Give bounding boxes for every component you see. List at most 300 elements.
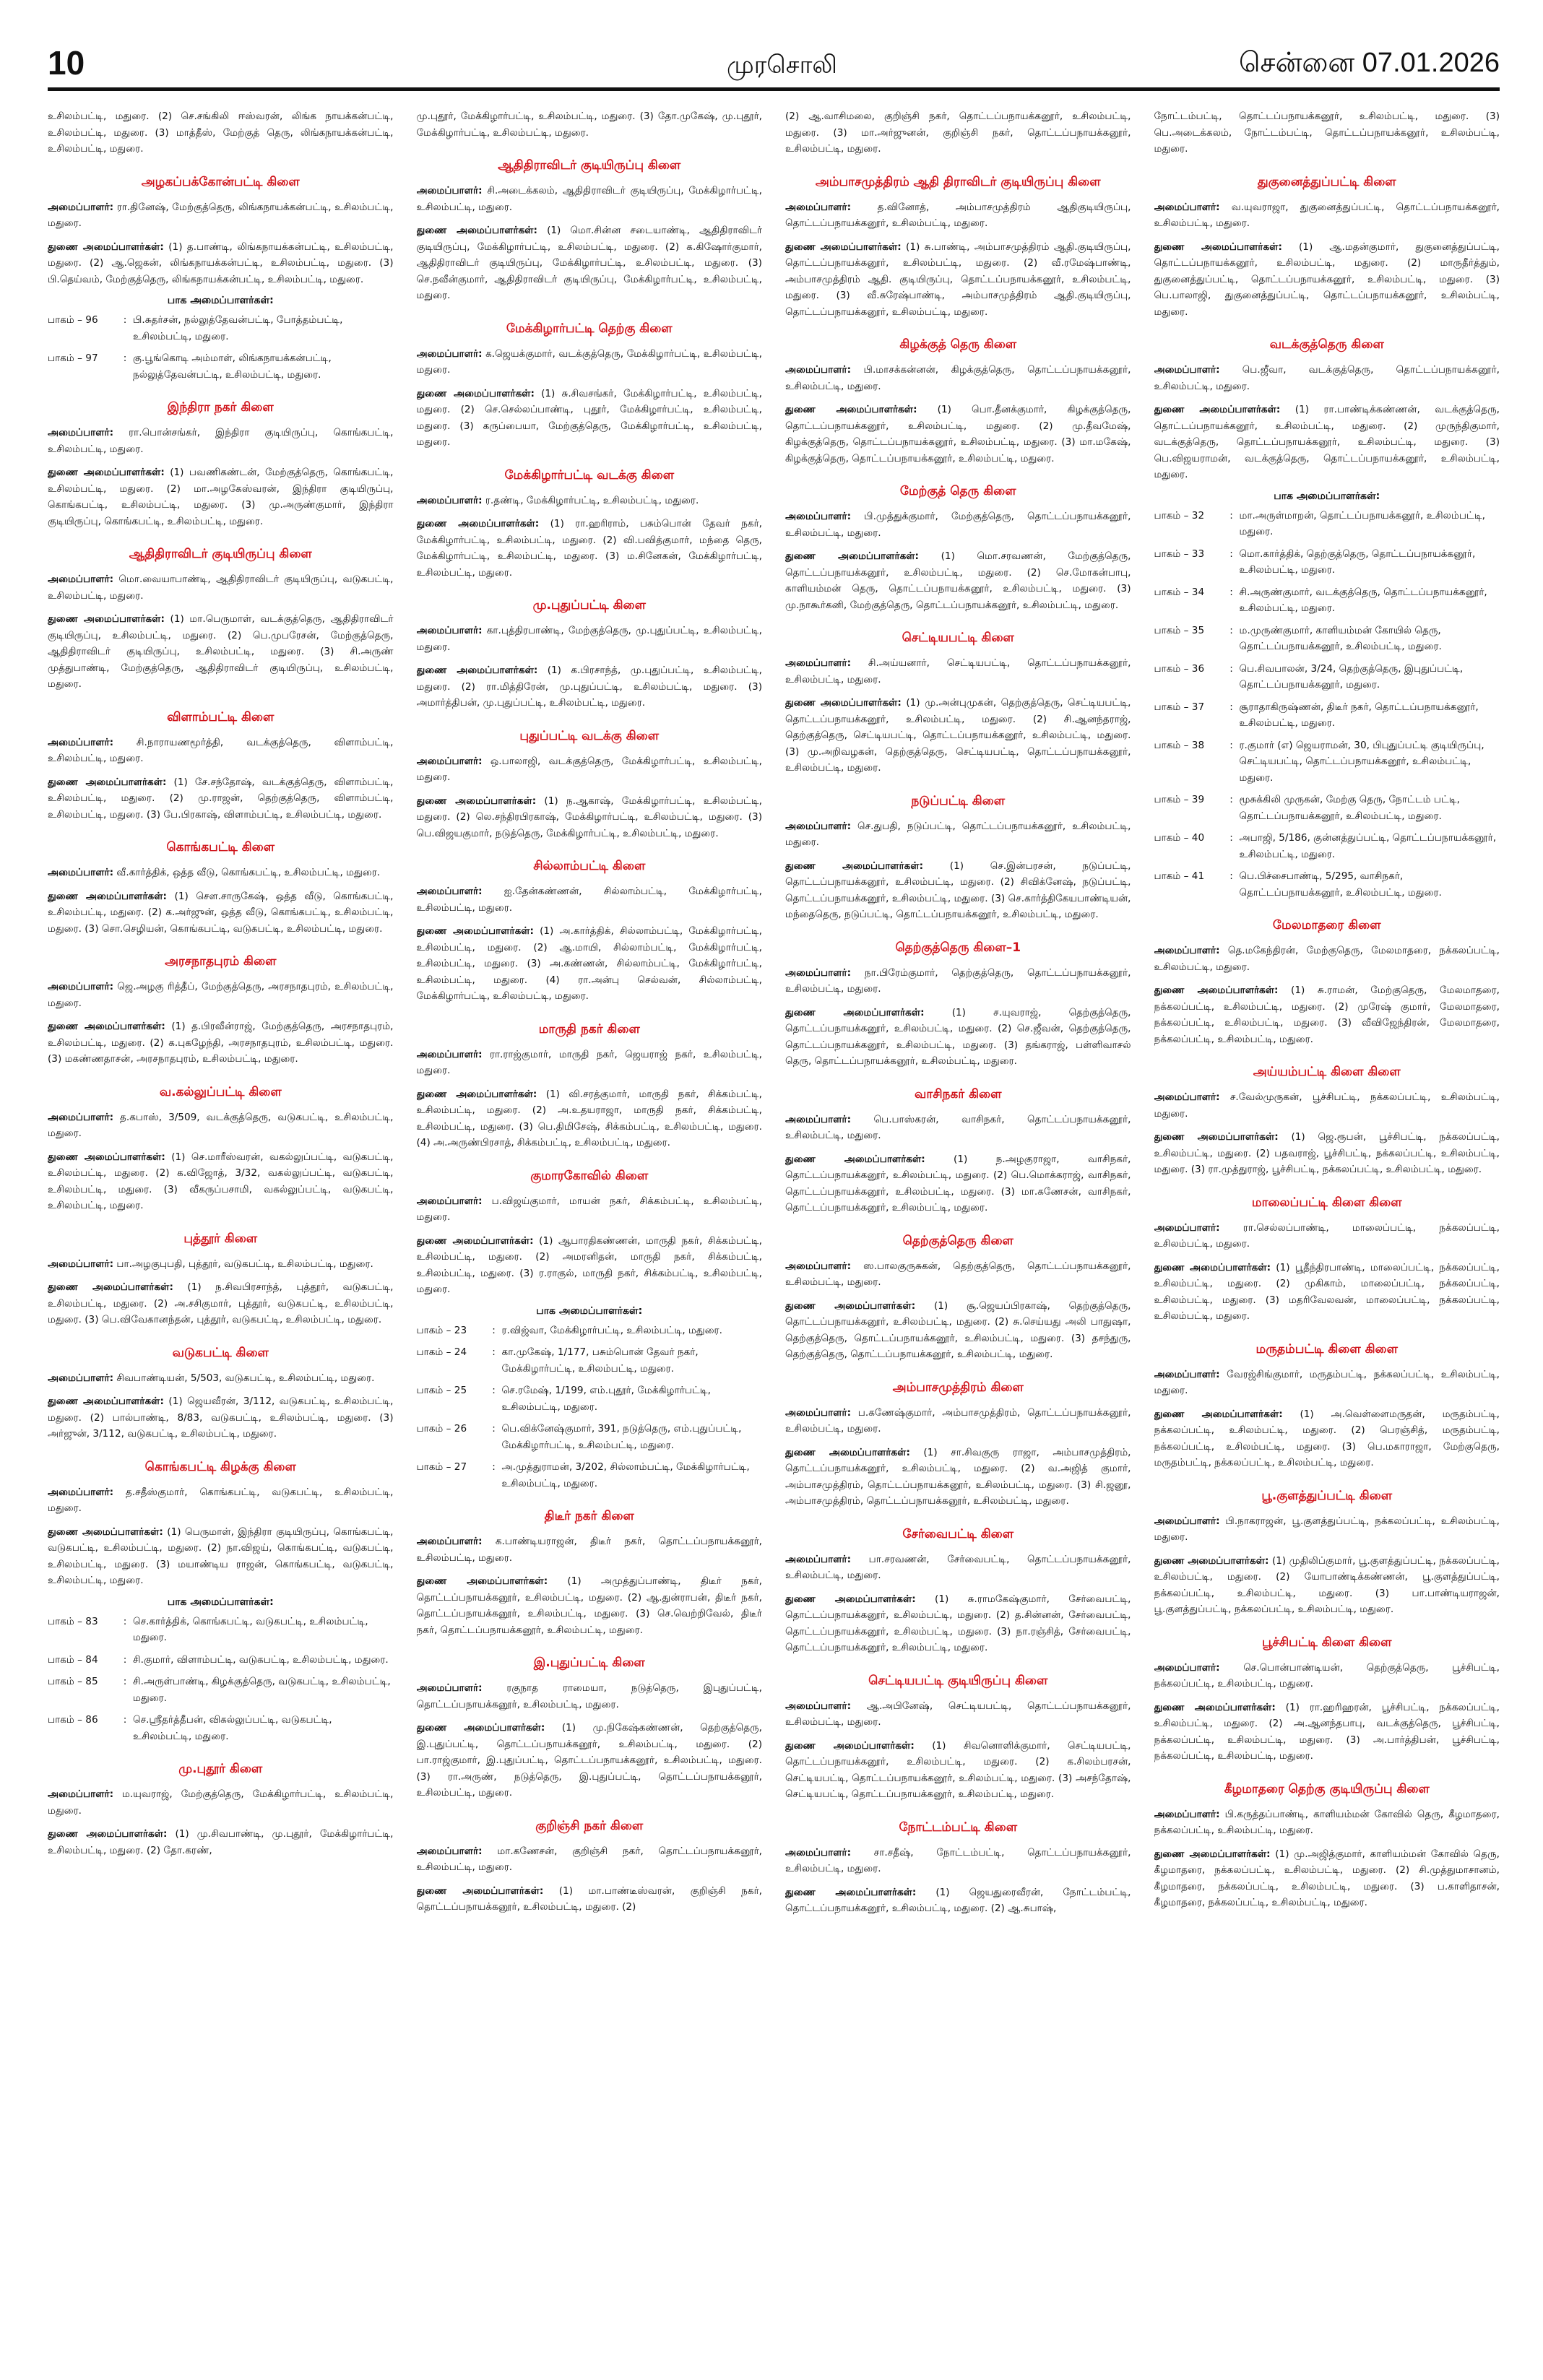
organiser-paragraph: [785, 965, 1131, 998]
organiser-paragraph: [48, 425, 394, 457]
organiser-paragraph: [48, 1826, 394, 1858]
booth-organiser-details: சி.அருண்குமார், வடக்குத்தெரு, தொட்டப்பநாயக்கனூர், உசிலம்பட்டி, மதுரை.: [1239, 586, 1487, 614]
role-label: துணை அமைப்பாளர்கள்:: [1154, 241, 1282, 253]
booth-number: பாகம் – 24: [416, 1346, 467, 1358]
branch-heading: மு.புதூர் கிளை: [178, 1762, 263, 1776]
organiser-details: (1) சு.ராமகேஷ்குமார், சேர்வைபட்டி, தொட்டப்பநாயக்கனூர், உசிலம்பட்டி, மதுரை. (2) த.சின்னன், சேர்வைபட்டி, தொட்டப்பநாயக்கனூர், உசிலம்பட்டி, மதுரை. (3) நா.ரஞ்சித், சேர்வைபட்டி, தொட்டப்பநாயக்கனூர், உசிலம்பட்டி, மதுரை.: [785, 1593, 1131, 1653]
organiser-paragraph: [785, 548, 1131, 613]
role-label: அமைப்பாளர்:: [48, 1788, 114, 1800]
role-label: துணை அமைப்பாளர்கள்:: [1154, 1554, 1269, 1567]
organiser-paragraph: [1154, 108, 1500, 157]
colon-separator: :: [1229, 548, 1233, 560]
booth-number: பாகம் – 84: [48, 1653, 98, 1666]
role-label: துணை அமைப்பாளர்கள்:: [416, 665, 538, 676]
booth-entry: [417, 1382, 763, 1415]
organiser-paragraph: [1154, 402, 1500, 483]
organiser-details: (1) அமுத்துப்பாண்டி, திடீர் நகர், தொட்டப்பநாயக்கனூர், உசிலம்பட்டி, மதுரை. (2) ஆ.துன்ராபன், திடீர் நகர், தொட்டப்பநாயக்கனூர், உசிலம்பட்டி, மதுரை. (3) செ.வெற்றிவேல், திடீர் நகர், தொட்டப்பநாயக்கனூர், உசிலம்பட்டி, மதுரை.: [416, 1575, 762, 1636]
organiser-details: த.வினோத், அம்பாசமுத்திரம் ஆதிகுடியிருப்பு, தொட்டப்பநாயக்கனூர், உசிலம்பட்டி, மதுரை.: [785, 201, 1131, 229]
role-label: அமைப்பாளர்:: [48, 1486, 114, 1498]
organiser-paragraph: [1154, 239, 1500, 321]
organiser-details: செ.துபதி, நடுப்பட்டி, தொட்டப்பநாயக்கனூர், உசிலம்பட்டி, மதுரை.: [785, 820, 1131, 848]
booth-number: பாகம் – 23: [416, 1324, 467, 1336]
organiser-details: (1) சிவனொளிக்குமார், செட்டியபட்டி, தொட்டப்பநாயக்கனூர், உசிலம்பட்டி, மதுரை. (2) க.சிலம்பரசன், செட்டியபட்டி, தொட்டப்பநாயக்கனூர், உசிலம்பட்டி, மதுரை. (3) அசந்தோஷ், செட்டியபட்டி, தொட்டப்பநாயக்கனூர், உசிலம்பட்டி, மதுரை.: [785, 1739, 1131, 1800]
organiser-paragraph: [48, 888, 394, 938]
booth-number: பாகம் – 26: [416, 1423, 467, 1435]
booth-organiser-details: சி.அருள்பாண்டி, கிழக்குத்தெரு, வடுகபட்டி, உசிலம்பட்டி, மதுரை.: [133, 1676, 391, 1704]
organiser-details: ரா.செல்லப்பாண்டி, மாலைப்பட்டி, நக்கலப்பட்டி, உசிலம்பட்டி, மதுரை.: [1154, 1221, 1500, 1250]
organiser-details: ரா.ராஜ்குமார், மாருதி நகர், ஜெயராஜ் நகர், உசிலம்பட்டி, மதுரை.: [416, 1048, 762, 1076]
organiser-paragraph: [785, 1112, 1131, 1144]
organiser-details: (1) ந.ஆகாஷ், மேக்கிழார்பட்டி, உசிலம்பட்டி, மதுரை. (2) லெ.சந்திரபிரகாஷ், மேக்கிழார்பட்டி, உசிலம்பட்டி, மதுரை. (3) பெ.விஜயகுமார், நடுத்தெரு, மேக்கிழார்பட்டி, உசிலம்பட்டி, மதுரை.: [416, 795, 762, 839]
organiser-details: கா.புத்திரபாண்டி, மேற்குத்தெரு, மு.புதுப்பட்டி, உசிலம்பட்டி, மதுரை.: [416, 625, 762, 653]
role-label: துணை அமைப்பாளர்கள்:: [785, 241, 902, 253]
organiser-details: (1) செள.சாருகேஷ், ஒத்த வீடு, கொங்கபட்டி, உசிலம்பட்டி, மதுரை. (2) க.அர்ஜுன், ஒத்த வீடு, கொங்கபட்டி, உசிலம்பட்டி, மதுரை. (3) சொ.செழியன், கொங்கபட்டி, வடுகபட்டி, உசிலம்பட்டி, மதுரை.: [48, 890, 394, 935]
role-label: துணை அமைப்பாளர்கள்:: [48, 776, 167, 788]
organiser-details: ப.கணேஷ்குமார், அம்பாசமுத்திரம், தொட்டப்பநாயக்கனூர், உசிலம்பட்டி, மதுரை.: [785, 1406, 1131, 1435]
booth-number: பாகம் – 97: [48, 352, 98, 364]
booth-organiser-details: ர.விஜ்வா, மேக்கிழார்பட்டி, உசிலம்பட்டி, மதுரை.: [501, 1324, 722, 1336]
organiser-details: (1) மா.பெருமாள், வடக்குத்தெரு, ஆதிதிராவிடர் குடியிருப்பு, உசிலம்பட்டி, மதுரை. (2) பெ.முபரேசன், மேற்குத்தெரு, ஆதிதிராவிடர் குடியிருப்பு, உசிலம்பட்டி, மதுரை. (3) சி.அருண் முத்துபாண்டி, மேற்குத்தெரு, ஆதிதிராவிடர் குடியிருப்பு, உசிலம்பட்டி, மதுரை.: [48, 613, 394, 690]
booth-organiser-details: பெ.பிச்சைபாண்டி, 5/295, வாசிநகர், தொட்டப்பநாயக்கனூர், உசிலம்பட்டி, மதுரை.: [1239, 870, 1442, 899]
booth-organisers-heading: பாக அமைப்பாளர்கள்:: [167, 1596, 274, 1608]
booth-entry: [48, 312, 394, 345]
booth-entry: [1154, 792, 1500, 824]
branch-heading: மேலமாதரை கிளை: [1272, 918, 1381, 932]
organiser-paragraph: [417, 923, 763, 1005]
role-label: அமைப்பாளர்:: [1154, 1808, 1220, 1820]
organiser-details: மு.புதூர், மேக்கிழார்பட்டி, உசிலம்பட்டி, மதுரை. (3) தோ.முகேஷ், மு.புதூர், மேக்கிழார்பட்டி, உசிலம்பட்டி, மதுரை.: [416, 111, 762, 139]
organiser-paragraph: [1154, 1553, 1500, 1618]
organiser-paragraph: [1154, 982, 1500, 1047]
organiser-details: (1) முதிலிப்குமார், பூ.குளத்துப்பட்டி, நக்கலப்பட்டி, உசிலம்பட்டி, மதுரை. (2) யோபாண்டிக்கண்ணன், பூ.குளத்துப்பட்டி, நக்கலப்பட்டி, உசிலம்பட்டி, மதுரை. (3) பா.பாண்டியராஜன், பூ.குளத்துப்பட்டி, நக்கலப்பட்டி, உசிலம்பட்டி, மதுரை.: [1154, 1554, 1500, 1615]
organiser-paragraph: [785, 1005, 1131, 1070]
organiser-paragraph: [417, 793, 763, 842]
branch-heading: துகுனைத்துப்பட்டி கிளை: [1257, 174, 1396, 189]
colon-separator: :: [1229, 794, 1233, 805]
organiser-details: வேரஜ்சிங்குமார், மருதம்பட்டி, நக்கலப்பட்டி, உசிலம்பட்டி, மதுரை.: [1154, 1368, 1500, 1396]
booth-organiser-details: பி.சுதர்சன், நல்லுத்தேவன்பட்டி, போத்தம்பட்டி, உசிலம்பட்டி, மதுரை.: [133, 314, 343, 342]
branch-heading: மு.புதுப்பட்டி கிளை: [532, 598, 646, 613]
organiser-paragraph: [48, 774, 394, 823]
booth-entry: [1154, 546, 1500, 579]
booth-organiser-details: மொ.கார்த்திக், தெற்குத்தெரு, தொட்டப்பநாயக்கனூர், உசிலம்பட்டி, மதுரை.: [1239, 548, 1476, 576]
organiser-details: (1) பெருமாள், இந்திரா குடியிருப்பு, கொங்கபட்டி, வடுகபட்டி, உசிலம்பட்டி, மதுரை. (2) நா.விஜய், கொங்கபட்டி, வடுகபட்டி, உசிலம்பட்டி, மதுரை. (3) மயாண்டிய ராஜன், கொங்கபட்டி, வடுகபட்டி, உசிலம்பட்டி, மதுரை.: [48, 1526, 394, 1586]
branch-heading: இ.புதுப்பட்டி கிளை: [533, 1656, 645, 1670]
role-label: துணை அமைப்பாளர்கள்:: [785, 1006, 925, 1018]
branch-heading: மேக்கிழார்பட்டி தெற்கு கிளை: [506, 321, 673, 336]
role-label: துணை அமைப்பாளர்கள்:: [785, 550, 919, 562]
branch-heading: புதுப்பட்டி வடக்கு கிளை: [519, 728, 660, 743]
organiser-details: ர.தண்டி, மேக்கிழார்பட்டி, உசிலம்பட்டி, மதுரை.: [482, 494, 699, 506]
branch-heading: தெற்குத்தெரு கிளை: [902, 1233, 1013, 1248]
booth-entry: [417, 1421, 763, 1453]
booth-entry: [1154, 830, 1500, 862]
booth-organiser-details: பெ.விக்னேஷ்குமார், 391, நடுத்தெரு, எம்.புதுப்பட்டி, மேக்கிழார்பட்டி, உசிலம்பட்டி, மதுரை.: [501, 1423, 742, 1451]
organiser-paragraph: [785, 1884, 1131, 1917]
role-label: அமைப்பாளர்:: [416, 494, 483, 506]
role-label: துணை அமைப்பாளர்கள்:: [1154, 1131, 1279, 1143]
booth-number: பாகம் – 38: [1154, 739, 1205, 751]
organiser-paragraph: [785, 858, 1131, 923]
role-label: துணை அமைப்பாளர்கள்:: [416, 518, 540, 529]
booth-number: பாகம் – 35: [1154, 624, 1205, 636]
role-label: துணை அமைப்பாளர்கள்:: [785, 1739, 915, 1752]
organiser-details: (1) மு.சிவபாண்டி, மு.புதூர், மேக்கிழார்பட்டி, உசிலம்பட்டி, மதுரை. (2) தோ.கரண்,: [48, 1828, 394, 1856]
booth-organiser-details: பெ.சிவபாலன், 3/24, தெற்குத்தெரு, இபுதுப்பட்டி, தொட்டப்பநாயக்கனூர், மதுரை.: [1239, 662, 1464, 691]
role-label: துணை அமைப்பாளர்கள்:: [1154, 1408, 1283, 1420]
organiser-paragraph: [417, 183, 763, 215]
role-label: அமைப்பாளர்:: [48, 201, 114, 213]
organiser-details: (1) மு.அஜித்குமார், காளியம்மன் கோவில் தெரு, கீழமாதரை, நக்கலப்பட்டி, உசிலம்பட்டி, மதுரை. (2) சி.முத்துமாசானம், கீழமாதரை, நக்கலப்பட்டி, உசிலம்பட்டி, மதுரை. (3) ப.காளிதாசன், கீழமாதரை, நக்கலப்பட்டி, உசிலம்பட்டி, மதுரை.: [1154, 1848, 1500, 1908]
organiser-paragraph: [417, 883, 763, 916]
branch-heading: வடுகபட்டி கிளை: [172, 1345, 269, 1360]
branch-heading: அய்யம்பட்டி கிளை கிளை: [1253, 1065, 1401, 1079]
colon-separator: :: [1229, 509, 1233, 522]
organiser-paragraph: [48, 1393, 394, 1442]
organiser-paragraph: [48, 571, 394, 604]
organiser-details: உசிலம்பட்டி, மதுரை. (2) செ.சங்கிலி ஈஸ்வரன், லிங்க நாயக்கன்பட்டி, உசிலம்பட்டி, மதுரை. (3) மாத்தீஸ், மேற்குத் தெரு, லிங்கநாயக்கன்பட்டி, உசிலம்பட்டி, மதுரை.: [48, 111, 394, 155]
dateline: சென்னை 07.01.2026: [1238, 48, 1500, 78]
organiser-details: (1) மு.நிகேஷ்கண்ணன், தெற்குத்தெரு, இ.புதுப்பட்டி, தொட்டப்பநாயக்கனூர், உசிலம்பட்டி, மதுரை. (2) பா.ராஜ்குமார், இ.புதுப்பட்டி, தொட்டப்பநாயக்கனூர், உசிலம்பட்டி, மதுரை. (3) ரா.அருண், நடுத்தெரு, இ.புதுப்பட்டி, தொட்டப்பநாயக்கனூர், உசிலம்பட்டி, மதுரை.: [416, 1722, 762, 1799]
organiser-details: சி.அய்யனார், செட்டியபட்டி, தொட்டப்பநாயக்கனூர், உசிலம்பட்டி, மதுரை.: [785, 657, 1131, 685]
booth-organiser-details: அபாஜி, 5/186, குன்னத்துப்பட்டி, தொட்டப்பநாயக்கனூர், உசிலம்பட்டி, மதுரை.: [1239, 832, 1497, 860]
booth-entry: [417, 1323, 763, 1339]
role-label: துணை அமைப்பாளர்கள்:: [785, 404, 917, 415]
booth-entry: [1154, 868, 1500, 901]
booth-number: பாகம் – 96: [48, 314, 98, 326]
page-number: 10: [48, 44, 85, 82]
role-label: அமைப்பாளர்:: [785, 966, 852, 979]
role-label: துணை அமைப்பாளர்கள்:: [416, 1575, 548, 1587]
organiser-paragraph: [417, 1680, 763, 1713]
role-label: துணை அமைப்பாளர்கள்:: [1154, 1261, 1271, 1273]
article-columns: [48, 108, 1500, 2362]
role-label: துணை அமைப்பாளர்கள்:: [785, 1446, 910, 1458]
booth-number: பாகம் – 40: [1154, 832, 1205, 844]
organiser-details: ஐ.தேன்கண்ணன், சில்லாம்பட்டி, மேக்கிழார்பட்டி, உசிலம்பட்டி, மதுரை.: [416, 886, 762, 914]
role-label: அமைப்பாளர்:: [416, 755, 483, 767]
booth-number: பாகம் – 25: [416, 1385, 467, 1396]
role-label: அமைப்பாளர்:: [785, 1553, 852, 1565]
organiser-details: நா.பிரேம்குமார், தெற்குத்தெரு, தொட்டப்பநாயக்கனூர், உசிலம்பட்டி, மதுரை.: [785, 966, 1131, 995]
organiser-paragraph: [1154, 1846, 1500, 1911]
role-label: அமைப்பாளர்:: [48, 427, 114, 438]
organiser-details: சி.அடைக்கலம், ஆதிதிராவிடர் குடியிருப்பு, மேக்கிழார்பட்டி, உசிலம்பட்டி, மதுரை.: [416, 185, 762, 213]
organiser-details: (1) சு.சிவசங்கர், மேக்கிழார்பட்டி, உசிலம்பட்டி, மதுரை. (2) செ.செல்லப்பாண்டி, புதூர், மேக்கிழார்பட்டி, உசிலம்பட்டி, மதுரை. (3) கருப்பையா, மேற்குத்தெரு, மேக்கிழார்பட்டி, உசிலம்பட்டி, மதுரை.: [416, 387, 762, 448]
role-label: அமைப்பாளர்:: [785, 657, 852, 669]
branch-heading: இந்திரா நகர் கிளை: [167, 400, 274, 415]
role-label: அமைப்பாளர்:: [1154, 201, 1220, 213]
role-label: துணை அமைப்பாளர்கள்:: [48, 890, 167, 902]
organiser-paragraph: [1154, 362, 1500, 394]
organiser-paragraph: [1154, 1513, 1500, 1546]
organiser-details: ஜெ.அழகு ரித்தீப், மேற்குத்தெரு, அரசநாதபுரம், உசிலம்பட்டி, மதுரை.: [48, 981, 394, 1009]
role-label: அமைப்பாளர்:: [1154, 1368, 1220, 1380]
role-label: துணை அமைப்பாளர்கள்:: [48, 1281, 173, 1293]
organiser-details: (1) மொ.சின்ன சடையாண்டி, ஆதிதிராவிடர் குடியிருப்பு, மேக்கிழார்பட்டி, உசிலம்பட்டி, மதுரை. (2) க.கிஷோர்குமார், ஆதிதிராவிடர் குடியிருப்பு, மேக்கிழார்பட்டி, உசிலம்பட்டி, மதுரை. (3) செ.நவீன்குமார், ஆதிதிராவிடர் குடியிருப்பு, மேக்கிழார்பட்டி, உசிலம்பட்டி, மதுரை.: [416, 225, 762, 301]
colon-separator: :: [492, 1324, 496, 1336]
organiser-paragraph: [785, 1591, 1131, 1656]
booth-organiser-details: சி.குமார், விளாம்பட்டி, வடுகபட்டி, உசிலம்பட்டி, மதுரை.: [133, 1653, 389, 1666]
organiser-paragraph: [417, 1573, 763, 1638]
role-label: அமைப்பாளர்:: [416, 347, 483, 360]
organiser-details: ரா.தினேஷ், மேற்குத்தெரு, லிங்கநாயக்கன்பட்டி, உசிலம்பட்டி, மதுரை.: [48, 201, 394, 229]
organiser-details: (1) வி.சரத்குமார், மாருதி நகர், சிக்கம்பட்டி, உசிலம்பட்டி, மதுரை. (2) அ.உதயராஜா, மாருதி நகர், சிக்கம்பட்டி, உசிலம்பட்டி, மதுரை. (3) பெ.திமிசேஷ், சிக்கம்பட்டி, உசிலம்பட்டி, மதுரை. (4) அ.அருண்பிரசாத், சிக்கம்பட்டி, உசிலம்பட்டி, மதுரை.: [416, 1088, 762, 1148]
role-label: அமைப்பாளர்:: [1154, 1661, 1220, 1674]
branch-heading: மாருதி நகர் கிளை: [538, 1021, 640, 1037]
organiser-details: (1) ரா.ஹரிஹரன், பூச்சிபட்டி, நக்கலப்பட்டி, உசிலம்பட்டி, மதுரை. (2) அ.ஆனந்தபாபு, வடக்குத்தெரு, பூச்சிபட்டி, நக்கலப்பட்டி, உசிலம்பட்டி, மதுரை. (3) அ.பார்த்திபன், பூச்சிபட்டி, நக்கலப்பட்டி, உசிலம்பட்டி, மதுரை.: [1154, 1701, 1500, 1762]
column-2: [417, 108, 763, 2362]
booth-entry: [417, 1459, 763, 1492]
organiser-details: பெ.ஜீவா, வடக்குத்தெரு, தொட்டப்பநாயக்கனூர், உசிலம்பட்டி, மதுரை.: [1154, 364, 1500, 392]
branch-heading: செட்டியபட்டி குடியிருப்பு கிளை: [868, 1673, 1048, 1688]
organiser-details: பா.சரவணன், சேர்வைபட்டி, தொட்டப்பநாயக்கனூர், உசிலம்பட்டி, மதுரை.: [785, 1553, 1131, 1581]
organiser-paragraph: [417, 623, 763, 655]
booth-organiser-details: கா.முகேஷ், 1/177, பசும்பொன் தேவர் நகர், மேக்கிழார்பட்டி, உசிலம்பட்டி, மதுரை.: [501, 1346, 699, 1375]
organiser-paragraph: [417, 516, 763, 581]
column-3: [785, 108, 1131, 2362]
organiser-details: (1) மொ.சரவணன், மேற்குத்தெரு, தொட்டப்பநாயக்கனூர், உசிலம்பட்டி, மதுரை. (2) செ.மோகன்பாபு, காளியம்மன் தெரு, தொட்டப்பநாயக்கனூர், உசிலம்பட்டி, மதுரை. (3) மு.நாகூர்கனி, மேற்குத்தெரு, தொட்டப்பநாயக்கனூர், உசிலம்பட்டி, மதுரை.: [785, 550, 1131, 611]
organiser-paragraph: [785, 1298, 1131, 1363]
colon-separator: :: [123, 352, 127, 364]
organiser-paragraph: [785, 108, 1131, 157]
organiser-paragraph: [785, 239, 1131, 321]
branch-heading: அழகப்பக்கோன்பட்டி கிளை: [141, 174, 300, 189]
organiser-paragraph: [417, 1047, 763, 1079]
colon-separator: :: [1229, 624, 1233, 636]
role-label: அமைப்பாளர்:: [48, 981, 114, 992]
organiser-paragraph: [785, 1552, 1131, 1584]
organiser-paragraph: [417, 386, 763, 451]
role-label: அமைப்பாளர்:: [48, 1258, 114, 1270]
organiser-details: பி.முத்துக்குமார், மேற்குத்தெரு, தொட்டப்பநாயக்கனூர், உசிலம்பட்டி, மதுரை.: [785, 511, 1131, 539]
booth-organiser-details: செ.ரமேஷ், 1/199, எம்.புதூர், மேக்கிழார்பட்டி, உசிலம்பட்டி, மதுரை.: [501, 1385, 711, 1413]
organiser-details: வீ.கார்த்திக், ஒத்த வீடு, கொங்கபட்டி, உசிலம்பட்டி, மதுரை.: [113, 867, 381, 878]
organiser-details: (1) சா.சிவகுரு ராஜா, அம்பாசமுத்திரம், தொட்டப்பநாயக்கனூர், உசிலம்பட்டி, மதுரை. (2) வ.அஜித் குமார், அம்பாசமுத்திரம், தொட்டப்பநாயக்கனூர், உசிலம்பட்டி, மதுரை. (3) சி.ஜனூ, அம்பாசமுத்திரம், தொட்டப்பநாயக்கனூர், உசிலம்பட்டி, மதுரை.: [785, 1446, 1131, 1507]
organiser-details: (1) க.பிரசாந்த், மு.புதுப்பட்டி, உசிலம்பட்டி, மதுரை. (2) ரா.மித்திரேன், மு.புதுப்பட்டி, உசிலம்பட்டி, மதுரை. (3) அமார்த்திபன், மு.புதுப்பட்டி, உசிலம்பட்டி, மதுரை.: [416, 665, 762, 709]
colon-separator: :: [492, 1346, 496, 1358]
branch-heading: ஆதிதிராவிடர் குடியிருப்பு கிளை: [129, 547, 312, 561]
colon-separator: :: [123, 1615, 127, 1627]
organiser-details: த.கபாஸ், 3/509, வடக்குத்தெரு, வடுகபட்டி, உசிலம்பட்டி, மதுரை.: [48, 1111, 394, 1139]
role-label: துணை அமைப்பாளர்கள்:: [416, 795, 537, 807]
branch-heading: நோட்டம்பட்டி கிளை: [899, 1819, 1018, 1835]
organiser-paragraph: [417, 222, 763, 304]
role-label: அமைப்பாளர்:: [416, 1195, 483, 1207]
booth-entry: [48, 1674, 394, 1706]
booth-number: பாகம் – 33: [1154, 548, 1205, 560]
organiser-paragraph: [785, 695, 1131, 776]
organiser-details: (1) ரா.ஹரிராம், பசும்பொன் தேவர் நகர், மேக்கிழார்பட்டி, உசிலம்பட்டி, மதுரை. (2) வி.பவித்குமார், மந்தை தெரு, மேக்கிழார்பட்டி, உசிலம்பட்டி, மதுரை. (3) ம.சினேகன், மேக்கிழார்பட்டி, உசிலம்பட்டி, மதுரை.: [416, 518, 762, 579]
organiser-details: (1) சே.சந்தோஷ், வடக்குத்தெரு, விளாம்பட்டி, உசிலம்பட்டி, மதுரை. (2) மு.ராஜன், தெற்குத்தெரு, விளாம்பட்டி, உசிலம்பட்டி, மதுரை. (3) பே.பிரகாஷ், விளாம்பட்டி, உசிலம்பட்டி, மதுரை.: [48, 776, 394, 821]
booth-entry: [1154, 699, 1500, 732]
role-label: அமைப்பாளர்:: [416, 1682, 483, 1694]
organiser-paragraph: [417, 1720, 763, 1801]
organiser-details: பெ.பாஸ்கரன், வாசிநகர், தொட்டப்பநாயக்கனூர், உசிலம்பட்டி, மதுரை.: [785, 1113, 1131, 1141]
organiser-details: (1) மா.பாண்டீஸ்வரன், குறிஞ்சி நகர், தொட்டப்பநாயக்கனூர், உசிலம்பட்டி, மதுரை. (2): [416, 1884, 762, 1913]
role-label: துணை அமைப்பாளர்கள்:: [785, 860, 924, 872]
organiser-details: பி.நாகராஜன், பூ.குளத்துப்பட்டி, நக்கலப்பட்டி, உசிலம்பட்டி, மதுரை.: [1154, 1515, 1500, 1543]
organiser-paragraph: [785, 199, 1131, 232]
branch-heading: கிழக்குத் தெரு கிளை: [899, 337, 1017, 352]
organiser-details: (1) மு.அன்புமுகன், தெற்குத்தெரு, செட்டியபட்டி, தொட்டப்பநாயக்கனூர், உசிலம்பட்டி, மதுரை. (2) சி.ஆனந்தராஜ், தெற்குத்தெரு, செட்டியபட்டி, தொட்டப்பநாயக்கனூர், உசிலம்பட்டி, மதுரை. (3) மு.அறிவழகன், தெற்குத்தெரு, செட்டியபட்டி, தொட்டப்பநாயக்கனூர், உசிலம்பட்டி, மதுரை.: [785, 697, 1131, 774]
organiser-details: (1) த.பாண்டி, லிங்கநாயக்கன்பட்டி, உசிலம்பட்டி, மதுரை. (2) ஆ.ஜெகன், லிங்கநாயக்கன்பட்டி, உசிலம்பட்டி, மதுரை. (3) பி.தெய்வம், மேற்குத்தெரு, லிங்கநாயக்கன்பட்டி, உசிலம்பட்டி, மதுரை.: [48, 241, 394, 285]
colon-separator: :: [492, 1423, 496, 1435]
booth-number: பாகம் – 34: [1154, 586, 1205, 598]
organiser-details: சா.சதீஷ், நோட்டம்பட்டி, தொட்டப்பநாயக்கனூர், உசிலம்பட்டி, மதுரை.: [785, 1846, 1131, 1874]
organiser-paragraph: [417, 1193, 763, 1226]
booth-entry: [417, 1344, 763, 1377]
organiser-paragraph: [417, 1233, 763, 1298]
branch-heading: ஆதிதிராவிடர் குடியிருப்பு கிளை: [498, 158, 681, 173]
organiser-details: (1) த.பிரவீன்ராஜ், மேற்குத்தெரு, அரசநாதபுரம், உசிலம்பட்டி, மதுரை. (2) க.புகழேந்தி, அரசநாதபுரம், உசிலம்பட்டி, மதுரை. (3) மகண்ணதாசன், அரசநாதபுரம், உசிலம்பட்டி, மதுரை.: [48, 1021, 394, 1065]
booth-number: பாகம் – 85: [48, 1676, 98, 1687]
newspaper-name: முரசொலி: [727, 51, 837, 79]
role-label: துணை அமைப்பாளர்கள்:: [416, 1234, 534, 1247]
branch-heading: கொங்கபட்டி கிளை: [166, 840, 275, 854]
role-label: துணை அமைப்பாளர்கள்:: [48, 1151, 165, 1163]
organiser-details: (1) ஜெயதுரைவீரன், நோட்டம்பட்டி, தொட்டப்பநாயக்கனூர், உசிலம்பட்டி, மதுரை. (2) ஆ.சுபாஷ்,: [785, 1886, 1131, 1914]
column-1: [48, 108, 394, 2362]
organiser-paragraph: [417, 108, 763, 141]
role-label: அமைப்பாளர்:: [785, 1846, 852, 1858]
booth-organiser-details: சூராதாகிருஷ்ணன், திடீர் நகர், தொட்டப்பநாயக்கனூர், உசிலம்பட்டி, மதுரை.: [1239, 701, 1479, 729]
organiser-details: ரா.பொன்சங்கர், இந்திரா குடியிருப்பு, கொங்கபட்டி, உசிலம்பட்டி, மதுரை.: [48, 427, 394, 455]
role-label: துணை அமைப்பாளர்கள்:: [416, 1722, 545, 1734]
booth-organisers-heading: பாக அமைப்பாளர்கள்:: [167, 295, 274, 306]
branch-heading: குமாரகோவில் கிளை: [530, 1168, 649, 1183]
branch-heading: அம்பாசமுத்திரம் கிளை: [892, 1380, 1024, 1395]
organiser-paragraph: [48, 1370, 394, 1387]
role-label: அமைப்பாளர்:: [416, 1845, 483, 1857]
organiser-paragraph: [785, 1258, 1131, 1291]
organiser-details: ச.வேல்முருகன், பூச்சிபட்டி, நக்கலப்பட்டி, உசிலம்பட்டி, மதுரை.: [1154, 1091, 1500, 1120]
organiser-paragraph: [1154, 1406, 1500, 1471]
organiser-paragraph: [417, 1086, 763, 1151]
branch-heading: குறிஞ்சி நகர் கிளை: [535, 1818, 644, 1833]
organiser-details: ஒ.பாலாஜி, வடக்குத்தெரு, மேக்கிழார்பட்டி, உசிலம்பட்டி, மதுரை.: [416, 755, 762, 783]
organiser-paragraph: [1154, 1220, 1500, 1252]
organiser-paragraph: [785, 1845, 1131, 1877]
role-label: அமைப்பாளர்:: [785, 1113, 852, 1125]
colon-separator: :: [1229, 662, 1233, 675]
organiser-paragraph: [785, 509, 1131, 541]
booth-organiser-details: மா.அருள்மாறன், தொட்டப்பநாயக்கனூர், உசிலம்பட்டி, மதுரை.: [1239, 509, 1485, 537]
branch-heading: மேக்கிழார்பட்டி வடக்கு கிளை: [504, 467, 675, 483]
organiser-paragraph: [48, 1149, 394, 1214]
organiser-paragraph: [1154, 1129, 1500, 1178]
organiser-details: (1) சு.ராமன், மேற்குதெரு, மேலமாதரை, நக்கலப்பட்டி, உசிலம்பட்டி, மதுரை. (2) முரேஷ் குமார், மேலமாதரை, நக்கலப்பட்டி, உசிலம்பட்டி, மதுரை. (3) வீவிஜேந்திரன், மேலமாதரை, நக்கலப்பட்டி, உசிலம்பட்டி, மதுரை.: [1154, 985, 1500, 1045]
branch-heading: மருதம்பட்டி கிளை கிளை: [1255, 1341, 1398, 1356]
branch-heading: சேர்வைபட்டி கிளை: [902, 1526, 1014, 1541]
branch-heading: அம்பாசமுத்திரம் ஆதி திராவிடர் குடியிருப்பு கிளை: [815, 174, 1101, 189]
booth-entry: [1154, 661, 1500, 693]
role-label: துணை அமைப்பாளர்கள்:: [1154, 404, 1281, 415]
role-label: துணை அமைப்பாளர்கள்:: [48, 1021, 165, 1032]
role-label: துணை அமைப்பாளர்கள்:: [416, 225, 537, 236]
organiser-details: (1) சூ.ஜெயப்பிரகாஷ், தெற்குத்தெரு, தொட்டப்பநாயக்கனூர், உசிலம்பட்டி, மதுரை. (2) சு.செய்யது அலி பாதுஷா, தெற்குத்தெரு, தொட்டப்பநாயக்கனூர், உசிலம்பட்டி, மதுரை. (3) தசந்துரு, தெற்குத்தெரு, தொட்டப்பநாயக்கனூர், உசிலம்பட்டி, மதுரை.: [785, 1299, 1131, 1360]
branch-heading: வ.கல்லுப்பட்டி கிளை: [159, 1084, 282, 1099]
organiser-paragraph: [48, 1786, 394, 1819]
booth-entry: [1154, 584, 1500, 617]
organiser-paragraph: [1154, 943, 1500, 975]
organiser-paragraph: [785, 1405, 1131, 1437]
organiser-paragraph: [417, 346, 763, 378]
role-label: அமைப்பாளர்:: [1154, 1221, 1220, 1234]
organiser-details: பி.மாசக்கன்னன், கிழக்குத்தெரு, தொட்டப்பநாயக்கனூர், உசிலம்பட்டி, மதுரை.: [785, 364, 1131, 392]
booth-number: பாகம் – 27: [416, 1461, 467, 1473]
branch-heading: திடீர் நகர் கிளை: [544, 1509, 634, 1523]
colon-separator: :: [123, 314, 127, 326]
organiser-paragraph: [417, 1843, 763, 1876]
role-label: துணை அமைப்பாளர்கள்:: [1154, 985, 1279, 996]
organiser-paragraph: [48, 865, 394, 881]
organiser-details: மொ.வையாபாண்டி, ஆதிதிராவிடர் குடியிருப்பு, வடுகபட்டி, உசிலம்பட்டி, மதுரை.: [48, 574, 394, 602]
organiser-paragraph: [48, 979, 394, 1011]
role-label: அமைப்பாளர்:: [416, 185, 483, 196]
organiser-details: த.சதீஸ்குமார், கொங்கபட்டி, வடுகபட்டி, உசிலம்பட்டி, மதுரை.: [48, 1486, 394, 1514]
organiser-paragraph: [48, 1524, 394, 1589]
booth-number: பாகம் – 39: [1154, 794, 1205, 805]
branch-heading: கீழமாதரை தெற்கு குடியிருப்பு கிளை: [1224, 1781, 1430, 1796]
organiser-paragraph: [1154, 199, 1500, 232]
role-label: அமைப்பாளர்:: [785, 201, 852, 213]
role-label: துணை அமைப்பாளர்கள்:: [785, 697, 902, 709]
booth-organiser-details: ம.முருண்குமார், காளியம்மன் கோயில் தெரு, தொட்டப்பநாயக்கனூர், உசிலம்பட்டி, மதுரை.: [1239, 624, 1442, 652]
organiser-paragraph: [48, 735, 394, 767]
organiser-paragraph: [48, 239, 394, 288]
booth-entry: [48, 350, 394, 383]
organiser-details: க.ஜெயக்குமார், வடக்குத்தெரு, மேக்கிழார்பட்டி, உசிலம்பட்டி, மதுரை.: [416, 347, 762, 376]
organiser-paragraph: [785, 362, 1131, 394]
organiser-paragraph: [417, 1883, 763, 1916]
booth-number: பாகம் – 83: [48, 1615, 98, 1627]
booth-organiser-details: செ.ஸ்ரீதர்த்தீபன், விகல்லுப்பட்டி, வடுகபட்டி, உசிலம்பட்டி, மதுரை.: [133, 1714, 332, 1742]
organiser-paragraph: [48, 1018, 394, 1068]
colon-separator: :: [1229, 870, 1233, 882]
organiser-details: சி.நாராயணமூர்த்தி, வடக்குத்தெரு, விளாம்பட்டி, உசிலம்பட்டி, மதுரை.: [48, 736, 394, 764]
branch-heading: மாலைப்பட்டி கிளை கிளை: [1251, 1195, 1402, 1210]
role-label: அமைப்பாளர்:: [416, 1048, 483, 1060]
colon-separator: :: [123, 1714, 127, 1726]
colon-separator: :: [1229, 586, 1233, 598]
role-label: அமைப்பாளர்:: [1154, 364, 1220, 376]
organiser-details: (1) ந.சிவபிரசாந்த், புத்தூர், வடுகபட்டி, உசிலம்பட்டி, மதுரை. (2) அ.சசிகுமார், புத்தூர், வடுகபட்டி, உசிலம்பட்டி, மதுரை. (3) பெ.விவேகானந்தன், புத்தூர், வடுகபட்டி, உசிலம்பட்டி, மதுரை.: [48, 1281, 394, 1325]
organiser-paragraph: [1154, 1367, 1500, 1399]
booth-entry: [1154, 623, 1500, 655]
role-label: அமைப்பாளர்:: [48, 1111, 114, 1123]
organiser-paragraph: [417, 1533, 763, 1566]
organiser-paragraph: [785, 402, 1131, 467]
role-label: அமைப்பாளர்:: [1154, 1515, 1220, 1527]
organiser-paragraph: [417, 753, 763, 786]
column-4: [1154, 108, 1500, 2362]
role-label: துணை அமைப்பாளர்கள்:: [1154, 1701, 1276, 1713]
organiser-paragraph: [785, 818, 1131, 851]
organiser-paragraph: [48, 1279, 394, 1328]
role-label: துணை அமைப்பாளர்கள்:: [48, 241, 164, 253]
role-label: அமைப்பாளர்:: [416, 1536, 483, 1547]
booth-organisers-heading: பாக அமைப்பாளர்கள்:: [1274, 490, 1380, 502]
colon-separator: :: [123, 1653, 127, 1666]
colon-separator: :: [492, 1461, 496, 1473]
role-label: துணை அமைப்பாளர்கள்:: [48, 467, 165, 478]
role-label: அமைப்பாளர்:: [785, 820, 852, 832]
organiser-details: பி.கருத்தப்பாண்டி, காளியம்மன் கோவில் தெரு, கீழமாதரை, நக்கலப்பட்டி, உசிலம்பட்டி, மதுரை.: [1154, 1808, 1500, 1836]
branch-heading: புத்தூர் கிளை: [183, 1231, 258, 1246]
branch-heading: வாசிநகர் கிளை: [915, 1086, 1002, 1102]
booth-number: பாகம் – 32: [1154, 509, 1205, 522]
